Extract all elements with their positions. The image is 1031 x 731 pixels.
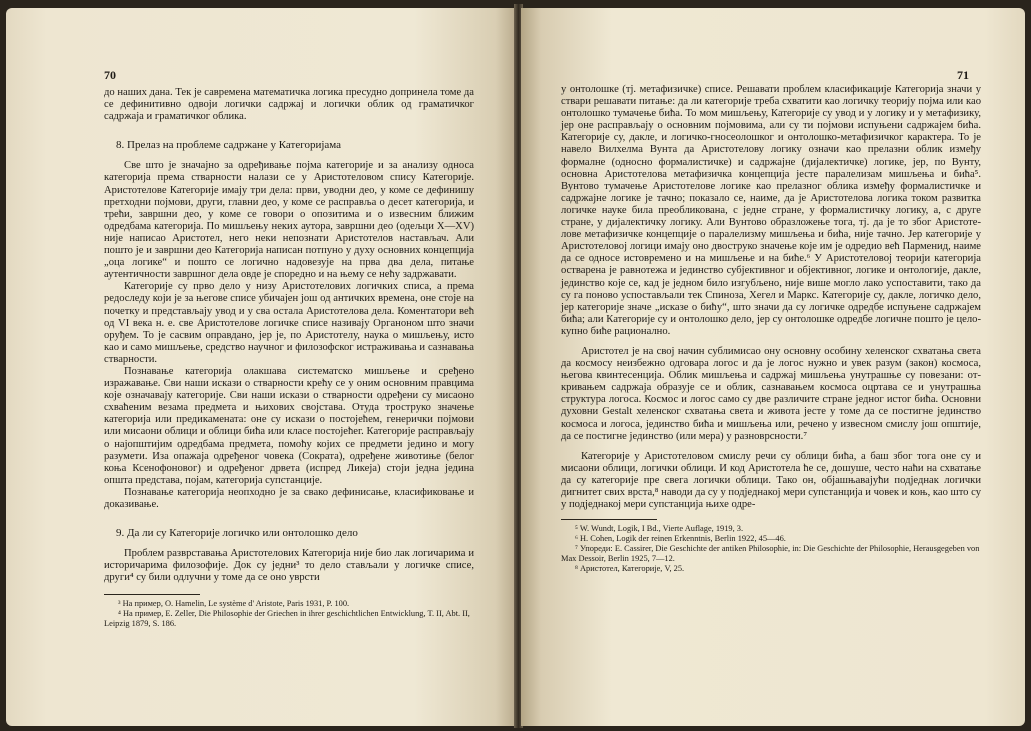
section-heading: 9. Да ли су Категорије логичко или онтолошко дело: [116, 527, 358, 540]
paragraph: до наших дана. Тек је савремена математичка логика пресудно допринела томе да се дефинитивно одвоји логички садржај и логички облик од граматичког садржаја и граматичког облика.: [104, 87, 474, 123]
right-page: [521, 8, 1025, 726]
paragraph: Познавање категорија неопходно је за свако дефинисање, класификовање и доказивање.: [104, 486, 474, 510]
paragraph: Категорије у Аристотеловом смислу речи су облици бића, а баш због тога оне су и мисаони облици, логички облици. И код Аристотела ће се, дошуше, често наћи на схватање да су категорије пре свега логички облици. Тако он, објашњавајући подједнак логички дигнитет свих врста,⁸ наводи да су у подједнакој мери супстанција и човек и коњ, као што су у подједнакој мери супстанција њихе одре-: [561, 450, 981, 511]
footnote: ⁴ На пример, E. Zeller, Die Philosophie der Griechen in ihrer geschichtlichen Entwicklung, T. II, Abt. II, Leipzig 1879, S. 186.: [104, 609, 470, 629]
paragraph: Категорије су прво дело у низу Аристотелових логичких списа, а према редоследу који је за његове списе убичајен још од античких времена, оне стоје на почетку и представљају увод и у сва остала Аристотелова дела. Коментатори већ од VI века н. е. све Аристотелове логичке списе називају Органоном што значи оруђем. То је сасвим оправдано, јер је, по Аристотелу, наука о мишљењу, исто као и само мишљење, средство научног и филозофског истраживања и сазнавања стварности.: [104, 281, 474, 365]
paragraph: Познавање категорија олакшава систематско мишљење и сређено изражавање. Сви наши искази о стварности крећу се у оним основним правцима које означавају категорије. Сви наши искази о стварности одређени су мисаоно схваћеним везама предмета и њихових својстава. Отуда троструко значење категорија или предикамената: оне су искази о постојећем, генерички појмови или мисаони облици и облици бића или класе постојећег. Категорије расправљају о најопштијим одредбама предмета, помоћу којих се предмети једино и могу разумети. Иза опажаја одређеног човека (Сократа), одређене животиње (белог коња Ксенофоновог) и одређеног дрвета (испред Ликеја) стоји једна једина општа представа, појам, категорија супстанције.: [104, 365, 474, 486]
section-heading: 8. Прелаз на проблеме садржане у Категоријама: [116, 139, 342, 152]
paragraph: Аристотел је на свој начин сублимисао ону основну особину хеленског схватања света да космосу неизбежно одговара логос и да је логос нужно и увек разум (закон) космоса, његова квинтесенција. Облик мишљења и садржај мишљења унутрашње су повезани: откривањем садржаја образује се и облик, сазнавањем космоса оцртава се и унутрашња структура логоса. Космос и логос само су две различите стране једног истог бића. Основни духовни Gestalt хеленског схватања света и живота јесте у томе да се постигне јединство космоса и логоса, јединство бића и мишљења или, речено у извесном смислу још општије, да се постигне јединство (или мера) у разноврсности.⁷: [561, 345, 981, 442]
footnote: ⁸ Аристотел, Категорије, V, 25.: [575, 564, 685, 574]
footnote: ⁷ Упореди: E. Cassirer, Die Geschichte der antiken Philosophie, in: Die Geschichte der Philosophie, Herausgegeben von Max Dessoir, Berlin 1925, 7—12.: [561, 544, 980, 564]
page-number: 71: [957, 68, 969, 82]
footnote-separator: [561, 519, 657, 520]
left-page-text: [104, 87, 474, 629]
right-page-text: [561, 84, 981, 574]
left-page: [6, 8, 516, 726]
footnote: ⁶ H. Cohen, Logik der reinen Erkenntnis, Berlin 1922, 45—46.: [575, 534, 786, 544]
footnote-separator: [104, 594, 200, 595]
page-number: 70: [104, 68, 116, 82]
paragraph: Проблем разврставања Аристотелових Категорија није био лак логичарима и историчарима филозофије. Док су једни³ то дело стављали у логичке списе, други⁴ су били одлучни у томе да се оно уврсти: [104, 548, 474, 584]
paragraph: Све што је значајно за одређивање појма категорије и за анализу односа категорија према стварности налази се у Аристотеловом спису Категорије. Аристотелове Категорије имају три дела: први, уводни део, у коме се дефинишу претходни појмови, други, главни део, у коме се расправља о десет категорија, и трећи, завршни део, у коме се говори о опозитима и о извесним ближим одредбама категорија. По мишљењу неких аутора, завршни део (одељци X—XV) није написао Аристотел, него неки непознати Аристотелов настављач. Али пошто је и завршни део Категорија написан потпуно у духу основних концепција „оца логике“ и пошто се логично надовезује на прва два дела, питање аутентичности завршног дела овде је споредно и на њему се нећу задржавати.: [104, 160, 474, 281]
footnote: ³ На пример, O. Hamelin, Le système d' Aristote, Paris 1931, P. 100.: [118, 599, 350, 609]
paragraph: у онтолошке (тј. метафизичке) списе. Решавати проблем класификације Категорија значи у ствари решавати питање: да ли категорије треба схватити као логичку теорију појма или као онтолошко тумачење бића. То мом мишљењу, Категорије су увод и у логику и у метафизику, јер оне расправљају о основним појмовима, али су ти појмови испуњени садржајем бића. Категорије су, дакле, и логичко-гносеолошког и онтолошко-метафизичког карактера. То је навело Вилхелма Вунта да Аристотелову логику означи као прелазни облик између формалне (односно формалистичке) и садржајне (дијалектичке) логике, јер, по Вунту, основна Аристотелова метафизичка концепција јесте паралелизам мишљења и бића⁵. Вунтово тумачење Аристотелове логике као прелазног облика између формалистичке и садржајне логике је тачно; показало се, наиме, да је Аристотелова логика током развитка логичке науке била преобликована, с једне стране, у формалистичку логику, а, с друге стране, у дијалектичку логику. Али Вунтово образложење тога, тј. да је то због Аристотелове метафизичке концепције о паралелизму мишљења и бића, није тачно. Јер категорије у Аристотеловој логици имају оно двоструко значење које им је одредио већ Парменид, наиме да се односе истовремено и на мишљење и на биће.⁶ У Аристотеловој теорији категорија остварена је равнотежа и јединство субјективног и објективног, логике и онтологије, дакле, јединство које се, кад је једном било изгубљено, није више могло лако успоставити, тако да су га поново успостављали тек Спиноза, Хегел и Маркс. Категорије су, дакле, логичко дело, јер категорије значе „исказе о бићу“, што значи да су логичке одредбе испуњене садржајем бића; али Категорије су и онтолошко дело, јер су онтолошке одредбе логичне пошто је целокупно биће рационално.: [561, 84, 981, 337]
footnote: ⁵ W. Wundt, Logik, I Bd., Vierte Auflage, 1919, 3.: [575, 524, 744, 534]
